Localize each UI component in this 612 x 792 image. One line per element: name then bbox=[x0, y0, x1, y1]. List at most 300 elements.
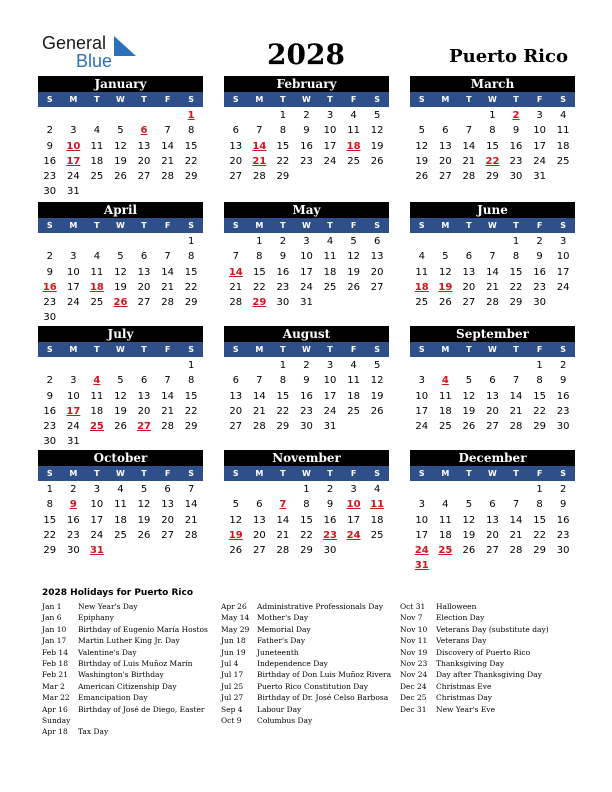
day-cell: 10 bbox=[90, 499, 104, 511]
weekday-label: S bbox=[418, 345, 425, 354]
day-cell: 13 bbox=[370, 251, 384, 263]
day-cell: 16 bbox=[323, 514, 337, 526]
empty-cell bbox=[248, 482, 272, 497]
weekday-label: S bbox=[46, 469, 53, 478]
empty-cell bbox=[62, 358, 86, 373]
day-cell: 21 bbox=[161, 405, 174, 417]
day-cell: 28 bbox=[462, 171, 476, 183]
empty-cell bbox=[85, 108, 109, 123]
day-cell: 3 bbox=[559, 236, 567, 247]
day-cell: 23 bbox=[556, 529, 570, 541]
holiday-entry bbox=[42, 612, 208, 623]
weekday-header bbox=[224, 466, 389, 481]
weekday-label: S bbox=[232, 221, 239, 230]
day-cell: 26 bbox=[229, 545, 243, 557]
day-cell: 25 bbox=[347, 405, 360, 417]
day-cell: 2 bbox=[559, 484, 567, 495]
day-cell: 24 bbox=[300, 281, 313, 293]
weekday-label: F bbox=[350, 345, 357, 354]
day-cell: 9 bbox=[303, 125, 310, 137]
day-cell: 16 bbox=[66, 514, 80, 526]
weekday-label: T bbox=[466, 95, 472, 104]
day-cell: 3 bbox=[70, 125, 77, 137]
day-cell: 10 bbox=[66, 266, 80, 278]
weekday-label: S bbox=[188, 345, 195, 354]
empty-cell bbox=[38, 358, 62, 373]
day-cell: 8 bbox=[187, 125, 195, 137]
day-cell: 3 bbox=[418, 499, 425, 511]
day-cell: 21 bbox=[161, 281, 174, 293]
day-cell: 23 bbox=[43, 297, 57, 309]
day-grid bbox=[224, 108, 389, 184]
holiday-date: Jul 17 bbox=[221, 670, 244, 680]
day-cell: 19 bbox=[137, 514, 151, 526]
day-cell: 27 bbox=[229, 421, 243, 433]
day-cell: 26 bbox=[462, 545, 476, 557]
day-cell: 24 bbox=[556, 281, 570, 293]
holiday-day: 31 bbox=[414, 560, 429, 572]
holiday-date: Apr 18 bbox=[42, 727, 68, 737]
holiday-column bbox=[42, 601, 208, 738]
holiday-date: Nov 11 bbox=[400, 636, 428, 646]
holiday-name: Independence Day bbox=[257, 658, 328, 668]
month-january bbox=[38, 76, 203, 200]
holiday-day: 17 bbox=[66, 155, 81, 167]
holiday-entry bbox=[221, 601, 391, 612]
weekday-label: M bbox=[441, 95, 450, 104]
day-cell: 21 bbox=[509, 405, 523, 417]
day-cell: 20 bbox=[438, 155, 452, 167]
day-cell: 21 bbox=[276, 529, 290, 541]
holiday-name: Valentine's Day bbox=[78, 647, 137, 657]
empty-cell bbox=[504, 482, 528, 497]
holiday-day: 18 bbox=[89, 281, 104, 293]
holiday-date: Feb 14 bbox=[42, 647, 68, 657]
day-cell: 3 bbox=[326, 110, 334, 121]
day-cell: 6 bbox=[232, 125, 239, 137]
day-cell: 27 bbox=[486, 545, 499, 557]
holiday-entry bbox=[42, 658, 208, 669]
holiday-date: Jan 1 bbox=[42, 602, 62, 611]
day-cell: 20 bbox=[370, 266, 384, 278]
day-cell: 26 bbox=[462, 421, 476, 433]
day-cell: 1 bbox=[536, 484, 543, 495]
day-cell: 16 bbox=[300, 390, 313, 402]
day-cell: 31 bbox=[66, 436, 80, 448]
day-cell: 28 bbox=[184, 529, 198, 541]
logo-text-blue: Blue bbox=[76, 51, 113, 71]
day-cell: 8 bbox=[187, 375, 195, 387]
day-cell: 16 bbox=[43, 405, 57, 417]
weekday-label: F bbox=[164, 345, 171, 354]
weekday-label: S bbox=[560, 345, 567, 354]
month-july bbox=[38, 326, 203, 450]
day-cell: 28 bbox=[276, 545, 290, 557]
day-cell: 1 bbox=[187, 360, 195, 371]
day-cell: 27 bbox=[137, 171, 151, 183]
holiday-name: Memorial Day bbox=[257, 624, 311, 634]
day-cell: 15 bbox=[509, 266, 523, 278]
day-cell: 1 bbox=[256, 236, 263, 247]
holiday-name: Birthday of Luis Muñoz Marín bbox=[78, 658, 193, 668]
day-cell: 28 bbox=[509, 421, 523, 433]
day-cell: 17 bbox=[533, 140, 546, 152]
day-cell: 30 bbox=[276, 297, 290, 309]
day-cell: 15 bbox=[533, 514, 546, 526]
day-cell: 8 bbox=[279, 125, 287, 137]
weekday-label: S bbox=[232, 95, 239, 104]
month-title: February bbox=[224, 76, 389, 92]
day-cell: 2 bbox=[303, 360, 310, 371]
day-cell: 21 bbox=[161, 155, 174, 167]
day-cell: 10 bbox=[415, 390, 429, 402]
holiday-date: Feb 21 bbox=[42, 670, 68, 680]
holiday-name: Day after Thanksgiving Day bbox=[436, 670, 542, 680]
day-cell: 12 bbox=[462, 514, 476, 526]
weekday-label: M bbox=[255, 345, 264, 354]
day-cell: 4 bbox=[559, 110, 567, 121]
day-cell: 19 bbox=[370, 140, 384, 152]
day-cell: 20 bbox=[486, 405, 499, 417]
weekday-label: M bbox=[255, 221, 264, 230]
holiday-name: New Year's Day bbox=[78, 602, 138, 611]
day-cell: 18 bbox=[90, 155, 104, 167]
weekday-label: S bbox=[374, 469, 381, 478]
day-cell: 25 bbox=[438, 421, 452, 433]
day-cell: 2 bbox=[326, 484, 334, 495]
weekday-label: T bbox=[513, 95, 519, 104]
day-cell: 18 bbox=[347, 390, 360, 402]
holiday-day: 19 bbox=[228, 529, 243, 541]
holiday-entry bbox=[400, 658, 549, 669]
day-cell: 30 bbox=[556, 545, 570, 557]
day-cell: 13 bbox=[229, 140, 243, 152]
month-march bbox=[410, 76, 575, 184]
day-cell: 29 bbox=[276, 171, 290, 183]
day-cell: 15 bbox=[184, 266, 198, 278]
day-cell: 7 bbox=[489, 251, 496, 263]
day-cell: 30 bbox=[43, 436, 57, 448]
holiday-day: 10 bbox=[346, 499, 361, 511]
day-cell: 22 bbox=[276, 155, 290, 167]
day-cell: 7 bbox=[187, 484, 195, 495]
day-cell: 21 bbox=[509, 529, 523, 541]
empty-cell bbox=[410, 482, 434, 497]
weekday-label: S bbox=[560, 469, 567, 478]
day-cell: 24 bbox=[533, 155, 546, 167]
day-cell: 11 bbox=[347, 125, 360, 137]
day-cell: 12 bbox=[114, 140, 127, 152]
day-cell: 12 bbox=[370, 125, 384, 137]
empty-cell bbox=[156, 234, 180, 249]
holiday-date: Nov 10 bbox=[400, 624, 428, 634]
holiday-name: Tax Day bbox=[78, 727, 109, 737]
holiday-name: New Year's Eve bbox=[436, 704, 496, 714]
holiday-day: 24 bbox=[414, 545, 429, 557]
empty-cell bbox=[410, 234, 434, 249]
day-cell: 1 bbox=[536, 360, 543, 371]
day-cell: 11 bbox=[90, 390, 104, 402]
holiday-date: Mar 2 bbox=[42, 681, 65, 691]
day-cell: 17 bbox=[323, 140, 337, 152]
weekday-label: T bbox=[141, 469, 147, 478]
empty-cell bbox=[248, 108, 272, 123]
weekday-header bbox=[38, 92, 203, 107]
weekday-label: W bbox=[302, 345, 311, 354]
day-cell: 11 bbox=[114, 499, 127, 511]
month-title: March bbox=[410, 76, 575, 92]
day-cell: 10 bbox=[323, 125, 337, 137]
day-cell: 24 bbox=[415, 421, 429, 433]
day-cell: 15 bbox=[486, 140, 499, 152]
month-december bbox=[410, 450, 575, 574]
day-cell: 6 bbox=[164, 484, 171, 495]
month-title: June bbox=[410, 202, 575, 218]
day-cell: 7 bbox=[164, 251, 171, 263]
day-cell: 11 bbox=[90, 140, 104, 152]
weekday-label: T bbox=[327, 469, 333, 478]
day-grid bbox=[224, 234, 389, 310]
day-cell: 9 bbox=[512, 125, 520, 137]
holiday-entry bbox=[221, 681, 391, 692]
day-cell: 20 bbox=[161, 514, 174, 526]
weekday-label: S bbox=[374, 95, 381, 104]
day-cell: 30 bbox=[300, 421, 313, 433]
holiday-entry bbox=[42, 624, 208, 635]
day-cell: 30 bbox=[533, 297, 546, 309]
weekday-label: S bbox=[232, 469, 239, 478]
day-cell: 11 bbox=[415, 266, 429, 278]
holiday-day: 10 bbox=[66, 140, 81, 152]
holiday-name: Martin Luther King Jr. Day bbox=[78, 636, 180, 646]
day-cell: 11 bbox=[556, 125, 570, 137]
holiday-date: Jul 4 bbox=[221, 658, 239, 668]
day-cell: 24 bbox=[66, 297, 80, 309]
day-cell: 5 bbox=[350, 236, 357, 247]
holiday-day: 26 bbox=[113, 297, 128, 309]
holiday-entry bbox=[42, 726, 208, 737]
holiday-day: 22 bbox=[485, 155, 500, 167]
day-cell: 11 bbox=[438, 514, 452, 526]
holiday-day: 18 bbox=[414, 281, 429, 293]
day-cell: 9 bbox=[279, 251, 287, 263]
empty-cell bbox=[410, 108, 434, 123]
day-grid bbox=[410, 482, 575, 574]
weekday-label: W bbox=[302, 95, 311, 104]
day-cell: 18 bbox=[556, 140, 570, 152]
day-cell: 26 bbox=[347, 281, 360, 293]
day-cell: 6 bbox=[489, 499, 496, 511]
weekday-label: F bbox=[164, 95, 171, 104]
day-cell: 30 bbox=[323, 545, 337, 557]
empty-cell bbox=[62, 234, 86, 249]
holiday-entry bbox=[221, 624, 391, 635]
day-cell: 2 bbox=[559, 360, 567, 371]
holiday-date: Oct 9 bbox=[221, 715, 242, 725]
day-cell: 3 bbox=[93, 484, 101, 495]
day-cell: 5 bbox=[140, 484, 148, 495]
empty-cell bbox=[224, 482, 248, 497]
day-cell: 13 bbox=[137, 266, 151, 278]
day-cell: 24 bbox=[66, 421, 80, 433]
day-cell: 7 bbox=[256, 125, 263, 137]
holiday-entry bbox=[400, 624, 549, 635]
day-cell: 17 bbox=[90, 514, 104, 526]
holiday-date: Jun 18 bbox=[221, 636, 246, 646]
holiday-name: Thanksgiving Day bbox=[436, 658, 505, 668]
day-cell: 12 bbox=[347, 251, 360, 263]
month-november bbox=[224, 450, 389, 558]
day-cell: 8 bbox=[536, 499, 543, 511]
day-cell: 4 bbox=[117, 484, 124, 495]
weekday-label: T bbox=[141, 95, 147, 104]
holiday-entry bbox=[400, 669, 549, 680]
day-cell: 28 bbox=[252, 421, 266, 433]
holiday-entry bbox=[221, 612, 391, 623]
day-cell: 25 bbox=[323, 281, 337, 293]
day-cell: 29 bbox=[509, 297, 523, 309]
weekday-label: S bbox=[188, 469, 195, 478]
day-cell: 16 bbox=[556, 390, 570, 402]
day-cell: 8 bbox=[187, 251, 195, 263]
month-february bbox=[224, 76, 389, 184]
day-cell: 30 bbox=[66, 545, 80, 557]
day-cell: 8 bbox=[489, 125, 496, 137]
weekday-label: F bbox=[536, 221, 543, 230]
holiday-column bbox=[221, 601, 391, 726]
day-cell: 15 bbox=[276, 390, 290, 402]
day-cell: 2 bbox=[303, 110, 310, 121]
day-cell: 13 bbox=[486, 390, 499, 402]
day-cell: 3 bbox=[326, 360, 334, 371]
holiday-date: Oct 31 bbox=[400, 602, 426, 611]
day-cell: 25 bbox=[556, 155, 570, 167]
day-cell: 26 bbox=[137, 529, 151, 541]
weekday-label: T bbox=[280, 345, 286, 354]
holiday-entry bbox=[42, 635, 208, 646]
day-cell: 20 bbox=[252, 529, 266, 541]
day-cell: 21 bbox=[252, 405, 266, 417]
holiday-name: Halloween bbox=[436, 602, 477, 611]
day-cell: 19 bbox=[370, 390, 384, 402]
holiday-entry bbox=[221, 635, 391, 646]
weekday-label: S bbox=[418, 221, 425, 230]
holiday-entry bbox=[400, 635, 549, 646]
day-cell: 22 bbox=[533, 529, 546, 541]
holiday-name: Labour Day bbox=[257, 704, 302, 714]
holiday-day: 4 bbox=[93, 375, 101, 387]
weekday-label: W bbox=[488, 95, 497, 104]
day-cell: 14 bbox=[509, 390, 523, 402]
holiday-entry bbox=[42, 669, 208, 680]
weekday-label: M bbox=[69, 345, 78, 354]
day-cell: 13 bbox=[229, 390, 243, 402]
day-cell: 22 bbox=[252, 281, 266, 293]
day-cell: 24 bbox=[323, 155, 337, 167]
holiday-day: 18 bbox=[346, 140, 361, 152]
day-cell: 16 bbox=[509, 140, 523, 152]
holiday-name: Mother's Day bbox=[257, 613, 309, 623]
day-cell: 30 bbox=[43, 186, 57, 198]
day-cell: 29 bbox=[184, 171, 198, 183]
holiday-name: Birthday of Dr. José Celso Barbosa bbox=[257, 693, 389, 703]
day-cell: 28 bbox=[252, 171, 266, 183]
holiday-name: Epiphany bbox=[78, 613, 114, 623]
day-grid bbox=[38, 358, 203, 450]
day-cell: 23 bbox=[300, 155, 313, 167]
day-cell: 7 bbox=[164, 125, 171, 137]
weekday-label: T bbox=[141, 345, 147, 354]
day-cell: 13 bbox=[462, 266, 476, 278]
day-cell: 13 bbox=[137, 390, 151, 402]
holiday-day: 1 bbox=[187, 110, 195, 121]
weekday-label: S bbox=[374, 221, 381, 230]
day-cell: 3 bbox=[536, 110, 543, 121]
weekday-label: T bbox=[94, 469, 100, 478]
day-cell: 17 bbox=[300, 266, 313, 278]
day-cell: 14 bbox=[276, 514, 290, 526]
holiday-day: 21 bbox=[252, 155, 267, 167]
day-cell: 6 bbox=[442, 125, 449, 137]
day-cell: 17 bbox=[415, 405, 429, 417]
empty-cell bbox=[132, 358, 156, 373]
day-cell: 7 bbox=[232, 251, 239, 263]
day-cell: 14 bbox=[486, 266, 499, 278]
day-cell: 9 bbox=[536, 251, 543, 263]
weekday-label: T bbox=[327, 221, 333, 230]
holiday-date: Nov 19 bbox=[400, 647, 428, 657]
holiday-name: Birthday of Eugenio María Hostos bbox=[78, 624, 208, 634]
day-cell: 15 bbox=[43, 514, 57, 526]
empty-cell bbox=[248, 358, 272, 373]
weekday-label: F bbox=[350, 95, 357, 104]
day-cell: 12 bbox=[229, 514, 243, 526]
day-cell: 25 bbox=[90, 297, 104, 309]
weekday-label: S bbox=[232, 345, 239, 354]
day-cell: 4 bbox=[373, 484, 381, 495]
day-cell: 1 bbox=[187, 236, 195, 247]
day-cell: 11 bbox=[438, 390, 452, 402]
empty-cell bbox=[132, 108, 156, 123]
weekday-label: M bbox=[69, 95, 78, 104]
day-cell: 9 bbox=[559, 499, 567, 511]
day-cell: 1 bbox=[279, 110, 287, 121]
day-cell: 19 bbox=[462, 529, 476, 541]
holiday-date: Dec 24 bbox=[400, 681, 427, 691]
day-cell: 14 bbox=[161, 140, 174, 152]
day-cell: 17 bbox=[556, 266, 570, 278]
day-grid bbox=[224, 482, 389, 558]
weekday-label: T bbox=[466, 469, 472, 478]
holiday-day: 2 bbox=[512, 110, 520, 121]
day-cell: 25 bbox=[370, 529, 384, 541]
day-cell: 29 bbox=[300, 545, 313, 557]
day-cell: 31 bbox=[66, 186, 80, 198]
holiday-date: Jul 27 bbox=[221, 693, 244, 703]
day-cell: 17 bbox=[415, 529, 429, 541]
day-cell: 27 bbox=[370, 281, 384, 293]
day-cell: 18 bbox=[114, 514, 127, 526]
weekday-label: W bbox=[488, 469, 497, 478]
holiday-name: Christmas Day bbox=[436, 693, 492, 703]
holiday-entry bbox=[400, 612, 549, 623]
day-cell: 9 bbox=[46, 390, 53, 402]
day-cell: 14 bbox=[509, 514, 523, 526]
day-cell: 4 bbox=[442, 499, 449, 511]
day-cell: 15 bbox=[252, 266, 266, 278]
holiday-day: 27 bbox=[137, 421, 151, 433]
weekday-label: W bbox=[116, 95, 125, 104]
